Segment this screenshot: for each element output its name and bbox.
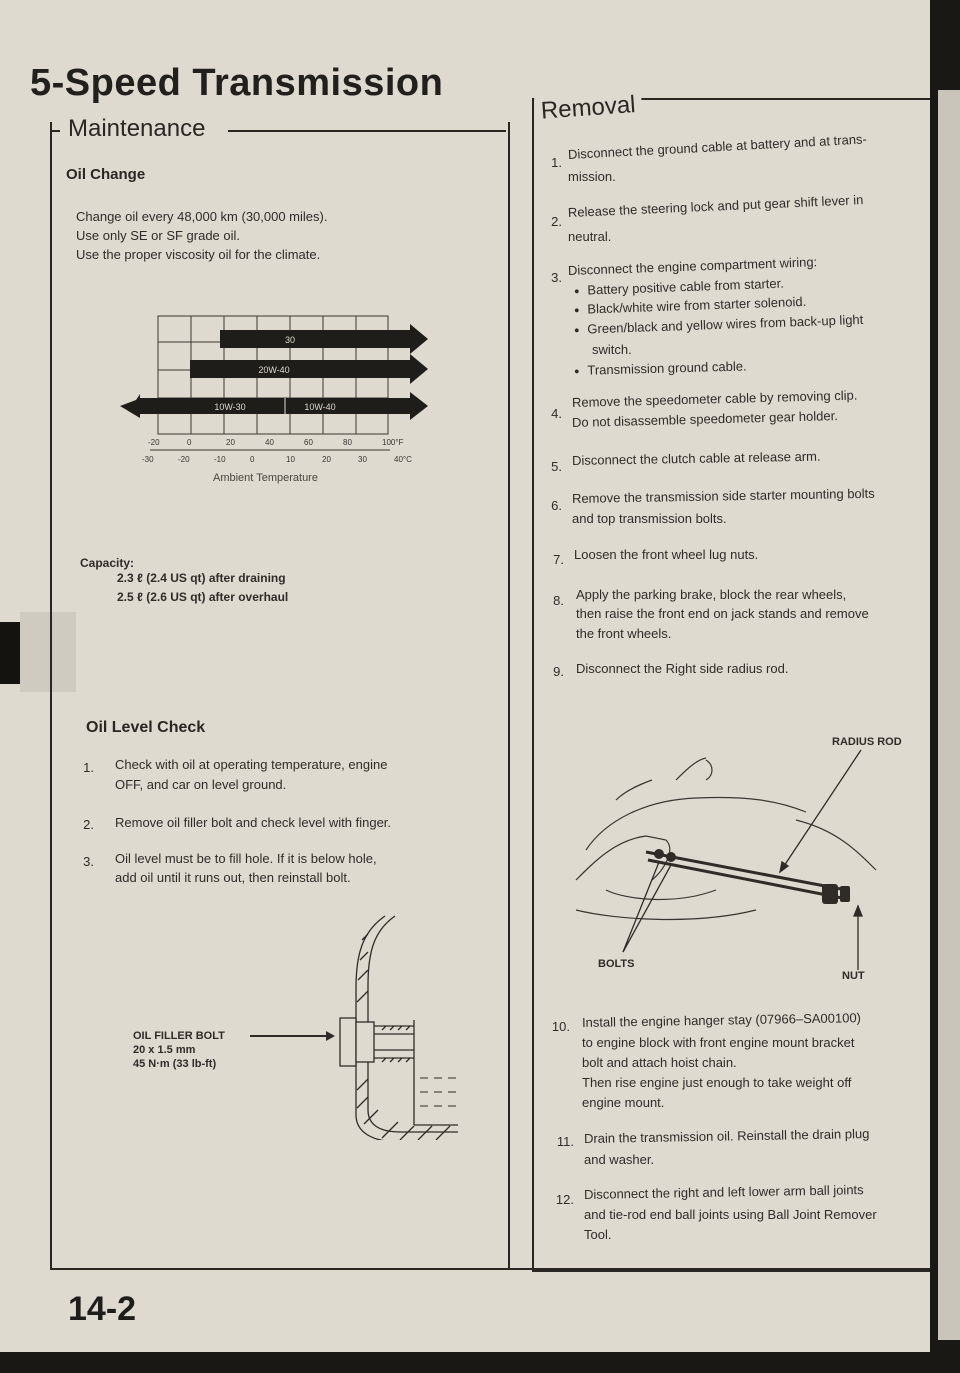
c-tick-label: 10 [286,455,295,464]
olc-step-3-number: 3. [83,854,94,869]
filler-bolt-size: 20 x 1.5 mm [133,1044,196,1056]
removal-step-3-bullet-3: ● Green/black and yellow wires from back-up light [574,311,864,340]
removal-step-12-number: 12. [555,1192,574,1207]
c-tick-label: 30 [358,455,367,464]
olc-step-1-line-2: OFF, and car on level ground. [115,777,287,792]
capacity-after-overhaul: 2.5 ℓ (2.6 US qt) after overhaul [117,590,289,604]
section-tab-marker [0,622,20,684]
f-tick-label: -20 [148,438,160,447]
oil-level-check-heading: Oil Level Check [86,719,206,736]
filler-bolt-name: OIL FILLER BOLT [133,1030,225,1042]
bar-label-30: 30 [284,335,296,345]
removal-step-10-line-3: bolt and attach hoist chain. [582,1055,737,1070]
removal-step-10-number: 10. [551,1019,570,1034]
bar-20w40 [190,354,428,384]
bar-label-20w40: 20W-40 [258,365,290,375]
frame-top-right-rule [228,130,506,132]
removal-step-8-line-1: Apply the parking brake, block the rear wheels, [576,587,847,602]
removal-step-1-number: 1. [551,155,562,170]
oil-change-heading: Oil Change [66,166,146,183]
removal-step-7-number: 7. [553,552,564,567]
removal-step-8-line-2: then raise the front end on jack stands and remove [576,606,869,621]
olc-step-3-line-1: Oil level must be to fill hole. If it is below hole, [115,851,377,866]
c-tick-label: 40°C [394,455,412,464]
capacity-label: Capacity: [80,556,135,570]
removal-step-9-number: 9. [553,664,564,679]
chart-caption: Ambient Temperature [213,472,318,484]
facing-page-edge [938,90,960,1340]
page-title: 5-Speed Transmission [30,62,444,104]
removal-step-7-line-1: Loosen the front wheel lug nuts. [574,547,759,562]
c-tick-label: 20 [322,455,331,464]
olc-step-1-number: 1. [83,760,94,775]
label-nut: NUT [842,970,865,982]
scan-edge-bottom [0,1352,960,1373]
f-tick-label: 0 [187,438,192,447]
removal-step-11-number: 11. [556,1134,574,1149]
f-tick-label: 40 [265,438,274,447]
bottom-rule [50,1268,930,1270]
c-tick-label: 0 [250,455,255,464]
removal-step-1-line-2: mission. [568,169,616,184]
removal-step-12-line-2: and tie-rod end ball joints using Ball Joint Remover [584,1207,877,1222]
oil-change-line-2: Use only SE or SF grade oil. [76,228,241,243]
removal-step-6-line-1: Remove the transmission side starter mounting bolts [571,485,875,506]
removal-step-2-line-1: Release the steering lock and put gear shift lever in [567,192,864,220]
olc-step-1-line-1: Check with oil at operating temperature, engine [115,757,388,772]
frame-top-left-rule [50,130,60,132]
removal-step-5-line-1: Disconnect the clutch cable at release arm. [571,448,821,468]
oil-change-line-1: Change oil every 48,000 km (30,000 miles). [76,209,328,224]
label-bolts: BOLTS [598,958,635,970]
bar-label-10w30: 10W-30 [214,402,246,412]
section-title-removal: Removal [534,91,642,126]
removal-step-3-bullet-1: ● Battery positive cable from starter. [574,275,785,301]
removal-step-11-line-2: and washer. [584,1152,655,1167]
removal-step-10-line-5: engine mount. [582,1095,665,1110]
removal-step-3-number: 3. [551,270,562,285]
section-title-maintenance: Maintenance [62,115,211,143]
removal-step-5-number: 5. [551,459,562,474]
celsius-ticks [142,455,412,464]
bar-30 [220,324,428,354]
removal-step-2-line-2: neutral. [568,229,612,244]
c-tick-label: -20 [178,455,190,464]
removal-step-4-line-1: Remove the speedometer cable by removing clip. [571,387,858,410]
removal-step-8-line-3: the front wheels. [576,626,672,641]
olc-step-2-line-1: Remove oil filler bolt and check level with finger. [115,815,392,830]
removal-step-11-line-1: Drain the transmission oil. Reinstall the drain plug [583,1126,870,1146]
removal-step-10-line-4: Then rise engine just enough to take weight off [582,1075,852,1090]
f-tick-label: 100°F [382,438,404,447]
removal-step-6-line-2: and top transmission bolts. [572,511,727,526]
removal-step-12-line-3: Tool. [584,1227,612,1242]
c-tick-label: -10 [214,455,226,464]
removal-step-10-line-2: to engine block with front engine mount bracket [582,1035,855,1050]
removal-step-10-line-1: Install the engine hanger stay (07966–SA00100) [581,1010,862,1030]
removal-step-2-number: 2. [551,214,562,229]
oil-change-line-3: Use the proper viscosity oil for the climate. [76,247,321,262]
bar-label-10w40: 10W-40 [304,402,336,412]
c-tick-label: -30 [142,455,154,464]
removal-step-12-line-1: Disconnect the right and left lower arm ball joints [583,1182,864,1202]
removal-step-3-bullet-3-cont: switch. [592,342,632,357]
removal-step-4-line-2: Do not disassemble speedometer gear holder. [571,408,839,430]
removal-step-3-bullet-2: ● Black/white wire from starter solenoid. [574,293,807,320]
removal-step-4-number: 4. [551,406,562,421]
viscosity-chart [120,312,428,487]
capacity-after-draining: 2.3 ℓ (2.4 US qt) after draining [117,571,286,585]
filler-bolt-torque: 45 N·m (33 lb-ft) [133,1058,217,1070]
removal-step-6-number: 6. [551,498,562,513]
f-tick-label: 80 [343,438,352,447]
filler-leader-arrow [326,1031,335,1041]
filler-leader-line [250,1035,330,1037]
removal-step-3-line-1: Disconnect the engine compartment wiring: [567,254,818,278]
oil-filler-bolt-figure [300,910,470,1140]
removal-step-8-number: 8. [553,593,564,608]
olc-step-2-number: 2. [83,817,94,832]
removal-step-3-bullet-4: ● Transmission ground cable. [574,357,747,381]
label-radius-rod: RADIUS ROD [832,736,902,748]
f-tick-label: 60 [304,438,313,447]
olc-step-3-line-2: add oil until it runs out, then reinstall bolt. [115,870,351,885]
page-number: 14-2 [68,1290,137,1328]
bar-10w [120,392,428,420]
removal-step-9-line-1: Disconnect the Right side radius rod. [576,661,789,676]
removal-step-1-line-1: Disconnect the ground cable at battery and at trans- [567,131,868,162]
fahrenheit-ticks [148,438,404,447]
f-tick-label: 20 [226,438,235,447]
radius-rod-figure [556,740,916,990]
